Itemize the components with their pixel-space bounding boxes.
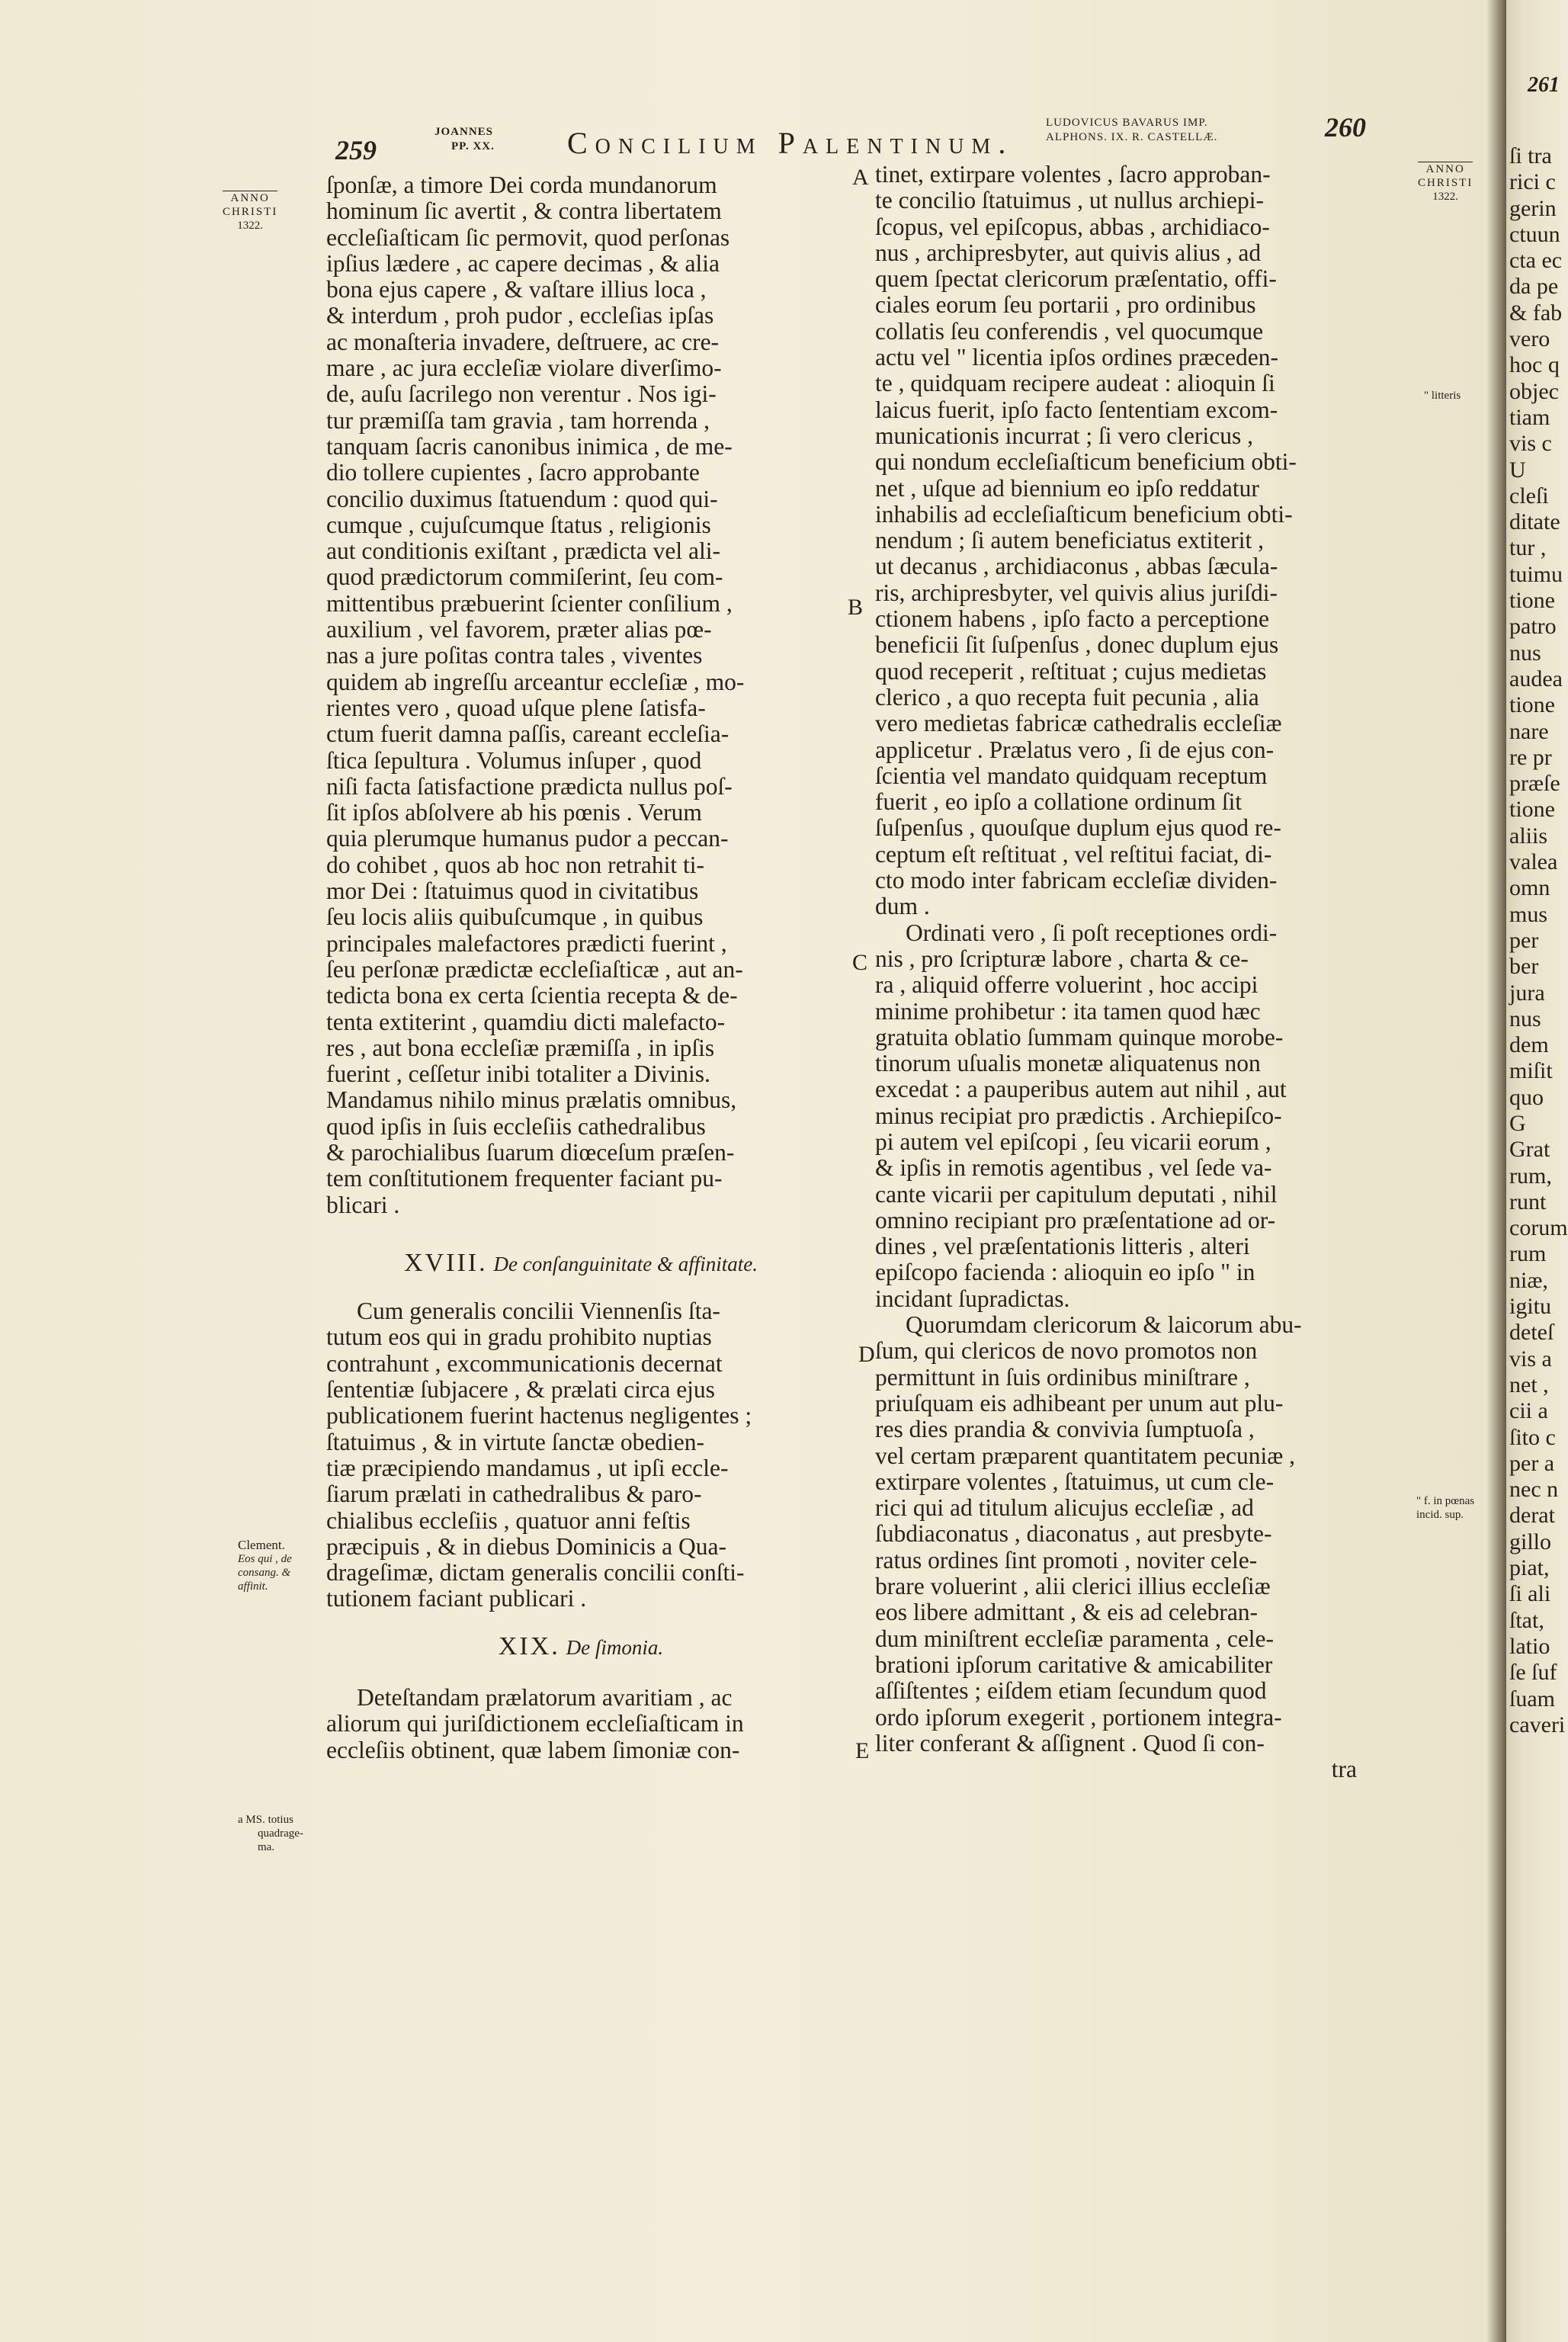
- chapter-number-18: XVIII.: [404, 1248, 488, 1277]
- text-line: applicetur . Prælatus vero , ſi de ejus con-: [875, 736, 1275, 763]
- text-line: ipſius lædere , ac capere decimas , & alia: [326, 249, 720, 277]
- text-line: liter conferant & aſſignent . Quod ſi con-: [875, 1729, 1265, 1756]
- text-line: pi autem vel epiſcopi , ſeu vicarii eorum ,: [875, 1128, 1271, 1155]
- poenas-note-line: incid. sup.: [1416, 1509, 1464, 1521]
- text-line: quod prædictorum commiſerint, ſeu com-: [326, 563, 723, 591]
- text-line: tiæ præcipiendo mandamus , ut ipſi eccle-: [326, 1454, 729, 1481]
- next-page-fragment: tuimu: [1509, 561, 1563, 587]
- text-line: ſeu perſonæ prædictæ eccleſiaſticæ , aut an-: [326, 955, 743, 983]
- text-line: ſiarum prælati in cathedralibus & paro-: [326, 1481, 702, 1508]
- text-line: vero medietas fabricæ cathedralis eccleſiæ: [875, 710, 1282, 737]
- text-line: vel certam præparent quantitatem pecuniæ ,: [875, 1442, 1296, 1469]
- text-line: chialibus eccleſiis , quatuor anni feſtis: [326, 1506, 691, 1534]
- text-line: aut conditionis exiſtant , prædicta vel ali-: [326, 537, 720, 565]
- left-column-text: [326, 172, 835, 1218]
- text-line: ſponſæ, a timore Dei corda mundanorum: [326, 172, 717, 198]
- next-page-fragment: ſi tra: [1509, 143, 1552, 168]
- text-line: tutionem faciant publicari .: [326, 1585, 587, 1612]
- text-line: ac monaſteria invadere, deſtruere, ac cre-: [326, 328, 720, 355]
- text-line: priuſquam eis adhibeant per unum aut plu-: [875, 1389, 1284, 1416]
- next-page-fragment: vis c: [1509, 431, 1552, 457]
- text-line: nis , pro ſcripturæ labore , charta & ce-: [875, 945, 1249, 972]
- section-letter-e: E: [855, 1738, 870, 1763]
- next-page-number: 261: [1528, 73, 1560, 97]
- next-page-fragment: rum,: [1509, 1163, 1552, 1189]
- section-letter-d: D: [858, 1342, 875, 1367]
- next-page-fragment: net ,: [1509, 1372, 1549, 1397]
- text-line: brationi ipſorum caritative & amicabiliter: [875, 1651, 1273, 1678]
- text-line: blicari .: [326, 1191, 400, 1218]
- text-line: quia plerumque humanus pudor a peccan-: [326, 825, 729, 852]
- right-running-head-line2: ALPHONS. IX. R. CASTELLÆ.: [1046, 131, 1218, 143]
- ordinati-paragraph: [875, 920, 1403, 1312]
- text-line: quod ipſis in ſuis eccleſiis cathedralibus: [326, 1112, 706, 1140]
- text-line: ciales eorum ſeu portarii , pro ordinibus: [875, 291, 1256, 319]
- text-line: gratuita oblatio ſummam quinque morobe-: [875, 1023, 1284, 1051]
- text-line: & interdum , proh pudor , eccleſias ipſas: [326, 302, 714, 329]
- text-line: & ipſis in remotis agentibus , vel ſede va-: [875, 1154, 1272, 1182]
- ms-note-line: quadrage-: [258, 1827, 303, 1840]
- text-line: auxilium , vel favorem, præter alias pœ-: [326, 616, 712, 643]
- text-line: cumque , cujuſcumque ſtatus , religionis: [326, 511, 711, 538]
- left-page-number: 259: [335, 135, 377, 165]
- text-line: præcipuis , & in diebus Dominicis a Qua-: [326, 1532, 726, 1560]
- next-page-fragment: cii a: [1509, 1398, 1548, 1424]
- text-line: qui nondum eccleſiaſticum beneficium obti-: [875, 448, 1297, 476]
- text-line: dum .: [875, 893, 930, 920]
- ms-note-line: ma.: [258, 1841, 275, 1853]
- text-line: ſtica ſepultura . Volumus inſuper , quod: [326, 746, 702, 774]
- next-page-fragment: ſito c: [1509, 1424, 1556, 1450]
- text-line: quem ſpectat clericorum præſentatio, offi-: [875, 265, 1277, 293]
- text-line: principales malefactores prædicti fuerint ,: [326, 929, 727, 957]
- text-line: ſcopus, vel epiſcopus, abbas , archidiaco-: [875, 213, 1270, 240]
- right-column: [875, 162, 1403, 1782]
- text-line: rientes vero , quoad uſque plene ſatisfa-: [326, 694, 706, 721]
- text-line: extirpare volentes , ſtatuimus, ut cum cle-: [875, 1468, 1275, 1495]
- next-page-fragment: præſe: [1509, 771, 1560, 797]
- text-line: ra , aliquid offerre voluerint , hoc accipi: [875, 971, 1259, 999]
- left-running-head: [434, 125, 495, 154]
- right-column-text: [875, 162, 1403, 920]
- text-line: omnino recipiant pro præſentatione ad or-: [875, 1206, 1276, 1234]
- next-page-fragment: aliis: [1509, 823, 1547, 849]
- christi-label: CHRISTI: [223, 206, 278, 218]
- text-line: dio tollere cupientes , ſacro approbante: [326, 459, 700, 486]
- clement-note-line: Eos qui , de: [238, 1553, 292, 1565]
- next-page-fragment: ſtat,: [1509, 1607, 1544, 1633]
- text-line: tenta extiterint , quamdiu dicti malefacto-: [326, 1008, 726, 1035]
- text-line: minime prohibetur : ita tamen quod hæc: [875, 997, 1261, 1025]
- next-page-fragment: piat,: [1509, 1555, 1550, 1581]
- next-page-fragment: nare: [1509, 718, 1549, 744]
- right-margin-anno: [1418, 162, 1473, 204]
- section-letter-b: B: [848, 595, 864, 620]
- clement-note-line: Clement.: [238, 1538, 285, 1552]
- next-page-fragment: runt: [1509, 1189, 1547, 1214]
- litteris-note: " litteris: [1424, 390, 1461, 402]
- text-line: ſeu locis aliis quibuſcumque , in quibus: [326, 903, 704, 931]
- text-line: te concilio ſtatuimus , ut nullus archiepi-: [875, 187, 1265, 214]
- chapter-19-text: [326, 1685, 835, 1763]
- text-line: fuerit , eo ipſo a collatione ordinum ſit: [875, 788, 1243, 816]
- next-page-fragment: gerin: [1509, 195, 1557, 221]
- poenas-note-line: " f. in pœnas: [1416, 1495, 1475, 1507]
- text-line: tinorum uſualis monetæ aliquatenus non: [875, 1050, 1261, 1077]
- text-line: res , aut bona eccleſiæ præmiſſa , in ipſis: [326, 1034, 715, 1061]
- chapter-title-19: De ſimonia.: [566, 1635, 664, 1659]
- quorumdam-paragraph: [875, 1312, 1403, 1756]
- next-page-fragment: patro: [1509, 614, 1557, 640]
- text-line: nas a jure poſitas contra tales , viventes: [326, 642, 703, 669]
- text-line: ſuſpenſus , quouſque duplum ejus quod re-: [875, 814, 1281, 842]
- next-page-fragment: & fab: [1509, 300, 1563, 326]
- text-line: tanquam ſacris canonibus inimica , de me-: [326, 432, 733, 460]
- next-page-edge: [1506, 0, 1568, 2342]
- next-page-fragment: vis a: [1509, 1346, 1552, 1372]
- text-line: ſubdiaconatus , diaconatus , aut presbyte-: [875, 1520, 1272, 1548]
- next-page-fragment: deteſ: [1509, 1320, 1554, 1346]
- text-line: ſcientia vel mandato quidquam receptum: [875, 762, 1268, 789]
- next-page-fragment: omn: [1509, 875, 1550, 901]
- next-page-fragment: cta ec: [1509, 248, 1563, 274]
- chapter-title-18: De conſanguinitate & affinitate.: [493, 1252, 758, 1275]
- chapter-heading-19: [326, 1631, 835, 1660]
- text-line: mare , ac jura eccleſiæ violare diverſimo-: [326, 355, 722, 382]
- text-line: bona ejus capere , & vaſtare illius loca ,: [326, 276, 707, 303]
- anno-year: 1322.: [1432, 191, 1459, 203]
- text-line: rici qui ad titulum alicujus eccleſiæ , ad: [875, 1494, 1254, 1522]
- next-page-fragment: per: [1509, 927, 1539, 953]
- right-page-number: 260: [1325, 112, 1366, 143]
- text-line: clerico , a quo recepta fuit pecunia , alia: [875, 683, 1259, 711]
- text-line: beneficii ſit ſuſpenſus , donec duplum ejus: [875, 631, 1279, 659]
- text-line: ordo ipſorum exegerit , portionem integra-: [875, 1703, 1282, 1731]
- text-line: aſſiſtentes ; eiſdem etiam ſecundum quod: [875, 1677, 1267, 1705]
- left-margin-anno: [223, 191, 277, 233]
- next-page-fragment: niæ,: [1509, 1267, 1548, 1293]
- next-page-text: [1509, 143, 1568, 1738]
- next-page-fragment: Grat: [1509, 1137, 1550, 1163]
- text-line: eccleſiis obtinent, quæ labem ſimoniæ con-: [326, 1736, 740, 1763]
- next-page-fragment: hoc q: [1509, 352, 1560, 378]
- ms-note: [238, 1813, 303, 1854]
- next-page-fragment: audea: [1509, 666, 1563, 691]
- next-page-fragment: ditate: [1509, 509, 1560, 535]
- clement-note-line: affinit.: [238, 1580, 268, 1593]
- next-page-fragment: tiam: [1509, 404, 1550, 430]
- text-line: tur præmiſſa tam gravia , tam horrenda ,: [326, 406, 710, 434]
- anno-label: ANNO: [1418, 162, 1473, 176]
- text-line: epiſcopo facienda : alioquin eo ipſo " in: [875, 1259, 1255, 1286]
- ms-note-line: a MS. totius: [238, 1814, 293, 1826]
- page-title: Concilium Palentinum.: [567, 126, 1014, 160]
- next-page-fragment: U: [1509, 457, 1526, 483]
- text-line: tedicta bona ex certa ſcientia recepta & de-: [326, 982, 738, 1009]
- next-page-fragment: igitu: [1509, 1294, 1552, 1320]
- text-line: ris, archipresbyter, vel quivis alius juriſdi-: [875, 579, 1278, 606]
- left-column: [326, 172, 835, 1763]
- text-line: tem conſtitutionem frequenter faciant pu-: [326, 1165, 723, 1192]
- text-line: aliorum qui juriſdictionem eccleſiaſticam in: [326, 1710, 744, 1737]
- chapter-heading-18: [326, 1250, 835, 1277]
- next-page-fragment: nec n: [1509, 1477, 1559, 1503]
- text-line: collatis ſeu conferendis , vel quocumque: [875, 317, 1264, 345]
- text-line: ſtatuimus , & in virtute ſanctæ obedien-: [326, 1428, 705, 1455]
- text-line: actu vel " licentia ipſos ordines præceden-: [875, 344, 1278, 371]
- text-line: ut decanus , archidiaconus , abbas ſæcula-: [875, 553, 1278, 580]
- section-letter-c: C: [852, 950, 868, 975]
- text-line: ctum fuerit damna paſſis, careant eccleſia-: [326, 720, 729, 748]
- text-line: te , quidquam recipere audeat : alioquin ſi: [875, 370, 1275, 397]
- text-line: ceptum eſt reſtituat , vel reſtitui faciat, di-: [875, 840, 1272, 868]
- section-letter-a: A: [852, 165, 869, 190]
- gutter-shadow: [1486, 0, 1506, 2342]
- next-page-fragment: caveri: [1509, 1712, 1566, 1737]
- next-page-fragment: ber: [1509, 954, 1539, 980]
- chapter-18-text: [326, 1298, 835, 1612]
- anno-year: 1322.: [237, 220, 264, 232]
- chapter-number-19: XIX.: [498, 1631, 560, 1660]
- text-line: dum miniſtrent eccleſiæ paramenta , cele-: [875, 1625, 1275, 1652]
- right-running-head: [1046, 116, 1217, 145]
- text-line: ſit ipſos abſolvere ab his pœnis . Verum: [326, 799, 702, 826]
- next-page-fragment: rum: [1509, 1241, 1547, 1267]
- text-line: Mandamus nihilo minus prælatis omnibus,: [326, 1086, 737, 1114]
- clement-note-line: consang. &: [238, 1567, 291, 1579]
- text-line: nendum ; ſi autem beneficiatus extiterit ,: [875, 527, 1264, 554]
- next-page-fragment: nus: [1509, 1006, 1541, 1031]
- text-line: Ordinati vero , ſi poſt receptiones ordi-: [906, 919, 1278, 946]
- text-line: drageſimæ, dictam generalis concilii conſti-: [326, 1559, 745, 1586]
- next-page-fragment: nus: [1509, 640, 1541, 666]
- text-line: eos libere admittant , & eis ad celebran-: [875, 1599, 1259, 1626]
- text-line: tinet, extirpare volentes , ſacro approban-: [875, 161, 1271, 188]
- right-running-head-line1: LUDOVICUS BAVARUS IMP.: [1046, 117, 1208, 129]
- text-line: eccleſiaſticam ſic permovit, quod perſonas: [326, 223, 730, 251]
- text-line: dines , vel præſentationis litteris , alteri: [875, 1233, 1250, 1260]
- next-page-fragment: derat: [1509, 1503, 1555, 1529]
- next-page-fragment: mus: [1509, 901, 1548, 927]
- text-line: res dies prandia & convivia ſumptuoſa ,: [875, 1416, 1255, 1443]
- next-page-fragment: dem: [1509, 1032, 1549, 1058]
- text-line: do cohibet , quos ab hoc non retrahit ti-: [326, 851, 705, 878]
- text-line: municationis incurrat ; ſi vero clericus ,: [875, 422, 1253, 449]
- next-page-fragment: per a: [1509, 1450, 1555, 1476]
- next-page-fragment: objec: [1509, 378, 1559, 404]
- text-line: mittentibus præbuerint ſcienter conſilium ,: [326, 589, 733, 617]
- text-line: cto modo inter fabricam eccleſiæ dividen-: [875, 867, 1278, 894]
- text-line: incidant ſupradictas.: [875, 1285, 1070, 1312]
- text-line: niſi facta ſatisfactione prædicta nullus poſ-: [326, 772, 733, 800]
- next-page-fragment: jura: [1509, 980, 1545, 1006]
- next-page-fragment: tione: [1509, 692, 1555, 718]
- next-page-fragment: valea: [1509, 849, 1558, 875]
- catchword: tra: [1331, 1756, 1357, 1783]
- text-line: fuerint , ceſſetur inibi totaliter a Divinis.: [326, 1060, 710, 1088]
- next-page-fragment: da pe: [1509, 274, 1559, 300]
- next-page-fragment: tur ,: [1509, 535, 1547, 561]
- next-page-fragment: rici c: [1509, 169, 1556, 195]
- text-line: ſententiæ ſubjacere , & prælati circa ejus: [326, 1376, 715, 1404]
- text-line: tutum eos qui in gradu prohibito nuptias: [326, 1323, 712, 1351]
- text-line: quod receperit , reſtituat ; cujus medietas: [875, 657, 1267, 685]
- poenas-note: [1416, 1494, 1474, 1522]
- text-line: brare voluerint , alii clerici illius eccleſiæ: [875, 1573, 1271, 1600]
- text-line: Deteſtandam prælatorum avaritiam , ac: [357, 1684, 733, 1712]
- text-line: Quorumdam clericorum & laicorum abu-: [906, 1311, 1302, 1339]
- text-line: quidem ab ingreſſu arceantur eccleſiæ , mo-: [326, 668, 745, 695]
- next-page-fragment: ſi ali: [1509, 1581, 1551, 1607]
- next-page-fragment: ſuam: [1509, 1686, 1555, 1712]
- anno-label: ANNO: [223, 191, 277, 205]
- next-page-fragment: gillo: [1509, 1529, 1552, 1554]
- next-page-fragment: corum: [1509, 1215, 1568, 1241]
- text-line: Cum generalis concilii Viennenſis ſta-: [357, 1298, 720, 1325]
- clement-note: [238, 1538, 292, 1593]
- text-line: ctionem habens , ipſo facto a perceptione: [875, 605, 1269, 633]
- text-line: publicationem fuerint hactenus negligentes ;: [326, 1402, 752, 1429]
- next-page-fragment: vero: [1509, 326, 1550, 352]
- text-line: concilio duximus ſtatuendum : quod qui-: [326, 485, 718, 512]
- left-running-head-line1: JOANNES: [434, 126, 494, 138]
- text-line: minus recipiat pro prædictis . Archiepiſco-: [875, 1102, 1282, 1129]
- next-page-fragment: ctuun: [1509, 221, 1560, 247]
- text-line: permittunt in ſuis ordinibus miniſtrare ,: [875, 1363, 1250, 1391]
- next-page-fragment: tione: [1509, 797, 1555, 823]
- next-page-fragment: quo: [1509, 1084, 1544, 1110]
- next-page-fragment: cleſi: [1509, 483, 1549, 509]
- next-page-fragment: latio: [1509, 1633, 1550, 1659]
- next-page-fragment: miſit: [1509, 1058, 1553, 1084]
- text-line: & parochialibus ſuarum diœceſum præſen-: [326, 1138, 735, 1166]
- next-page-fragment: re pr: [1509, 744, 1552, 770]
- text-line: hominum ſic avertit , & contra libertatem: [326, 197, 722, 225]
- text-line: ſum, qui clericos de novo promotos non: [875, 1337, 1258, 1365]
- text-line: mor Dei : ſtatuimus quod in civitatibus: [326, 877, 699, 905]
- text-line: net , uſque ad biennium eo ipſo reddatur: [875, 474, 1259, 502]
- text-line: laicus fuerit, ipſo facto ſententiam excom-: [875, 396, 1278, 423]
- christi-label: CHRISTI: [1418, 177, 1473, 189]
- next-page-fragment: tione: [1509, 588, 1555, 614]
- next-page-fragment: ſe ſuf: [1509, 1660, 1557, 1686]
- left-running-head-line2: PP. XX.: [451, 140, 495, 152]
- text-line: de, auſu ſacrilego non verentur . Nos igi-: [326, 380, 717, 408]
- next-page-fragment: G: [1509, 1110, 1526, 1136]
- text-line: nus , archipresbyter, aut quivis alius , ad: [875, 239, 1262, 266]
- text-line: ratus ordines ſint promoti , noviter cele-: [875, 1546, 1258, 1574]
- text-line: contrahunt , excommunicationis decernat: [326, 1349, 723, 1377]
- text-line: excedat : a pauperibus autem aut nihil , aut: [875, 1076, 1287, 1103]
- text-line: cante vicarii per capitulum deputati , nihil: [875, 1180, 1278, 1208]
- text-line: inhabilis ad eccleſiaſticum beneficium obti-: [875, 500, 1293, 528]
